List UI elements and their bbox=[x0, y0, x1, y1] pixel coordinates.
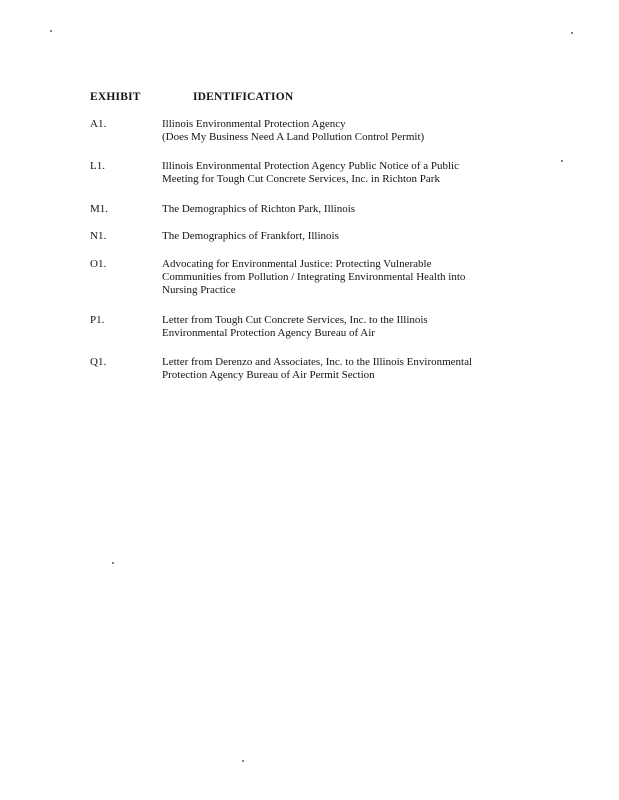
scan-speck bbox=[242, 760, 244, 762]
exhibit-code: L1. bbox=[90, 160, 105, 172]
scan-speck bbox=[50, 30, 52, 32]
exhibit-description: The Demographics of Richton Park, Illinois bbox=[162, 203, 356, 215]
scan-speck bbox=[571, 32, 573, 34]
exhibit-description: Advocating for Environmental Justice: Protecting Vulnerable Communities from Pollution / Integrating Environmental Health into Nursing Practice bbox=[162, 258, 466, 296]
table-header bbox=[90, 91, 530, 107]
scan-speck bbox=[112, 562, 114, 564]
exhibit-code: M1. bbox=[90, 203, 109, 215]
exhibit-code: N1. bbox=[90, 230, 107, 242]
scan-speck bbox=[561, 160, 563, 162]
exhibit-description: Letter from Derenzo and Associates, Inc. to the Illinois Environmental Protection Agency Bureau of Air Permit Section bbox=[162, 356, 473, 381]
exhibit-description: Illinois Environmental Protection Agency (Does My Business Need A Land Pollution Control Permit) bbox=[162, 118, 425, 143]
exhibit-code: P1. bbox=[90, 314, 105, 326]
exhibit-description: Letter from Tough Cut Concrete Services, Inc. to the Illinois Environmental Protection Agency Bureau of Air bbox=[162, 314, 428, 339]
identification-column-header: IDENTIFICATION bbox=[193, 91, 294, 103]
exhibit-code: Q1. bbox=[90, 356, 107, 368]
exhibit-description: The Demographics of Frankfort, Illinois bbox=[162, 230, 339, 242]
exhibit-description: Illinois Environmental Protection Agency Public Notice of a Public Meeting for Tough Cut Concrete Services, Inc. in Richton Park bbox=[162, 160, 459, 185]
exhibit-column-header: EXHIBIT bbox=[90, 91, 141, 103]
exhibit-code: A1. bbox=[90, 118, 107, 130]
exhibit-code: O1. bbox=[90, 258, 107, 270]
